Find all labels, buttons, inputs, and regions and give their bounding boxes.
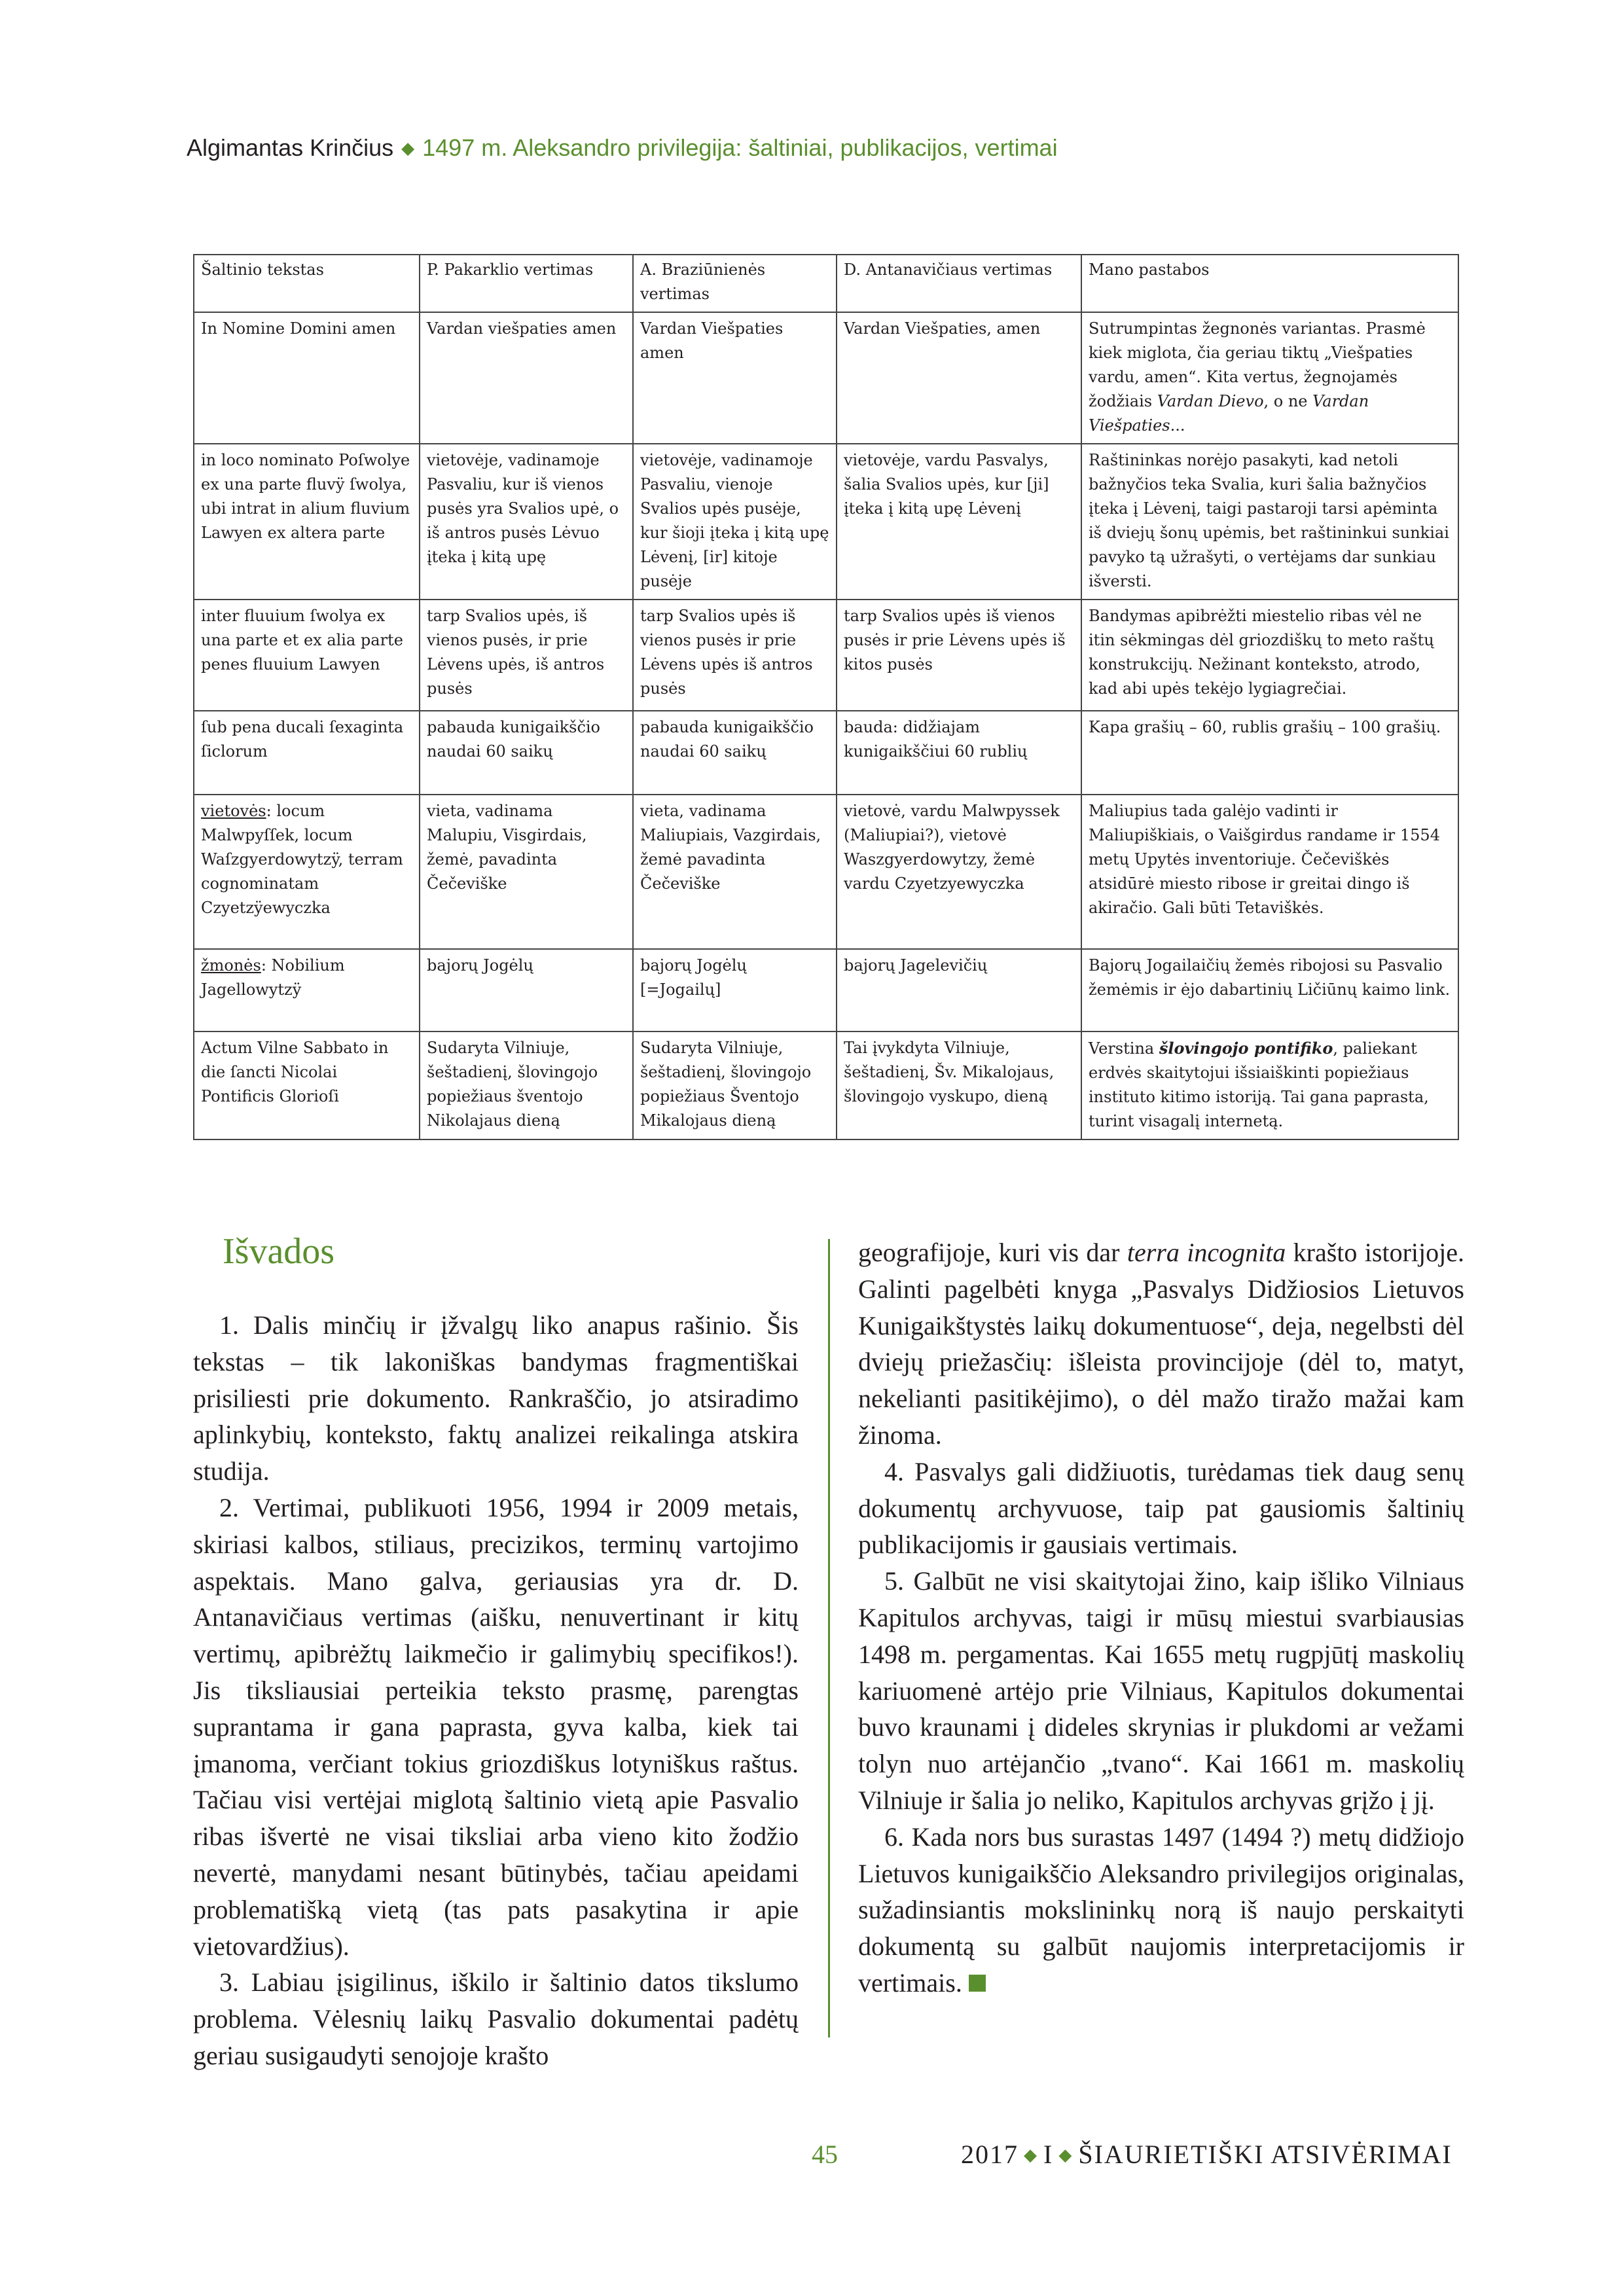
notes-text: , paliekant erdvės skaitytojui išsiaiškinti popiežiaus instituto kitimo istoriją. Tai gana paprasta, turint visagalį internetą. [1089, 1039, 1429, 1130]
paragraph-text: 6. Kada nors bus surastas 1497 (1494 ?) metų didžiojo Lietuvos kunigaikščio Aleksandro privilegijos originalas, sužadinsiantis mokslininkų norą iš naujo perskaityti dokumentą su galbūt naujomis interpretacijomis ir vertimais. [858, 1821, 1464, 1998]
paragraph-continued [858, 1234, 1464, 1454]
braziuniene-cell: Sudaryta Vilniuje, šeštadienį, šlovingojo popiežiaus Šventojo Mikalojaus dieną [633, 1031, 837, 1139]
paragraph: 2. Vertimai, publikuoti 1956, 1994 ir 2009 metais, skiriasi kalbos, stiliaus, precizikos, terminų vartojimo aspektais. Mano galva, geriausias yra dr. D. Antanavičiaus vertimas (aišku, nenuvertinant ir kitų vertimų, apibrėžtų laikmečio ir galimybių specifikos!). Jis tiksliausiai perteikia teksto prasmę, parengtas suprantama ir gana paprasta, gyva kalba, kiek tai įmanoma, verčiant tokius griozdiškus lotyniškus raštus. Tačiau visi vertėjai miglotą šaltinio vietą apie Pasvalio ribas išvertė ne visai tiksliai arba vieno kito žodžio nevertė, manydami nesant būtinybės, tačiau apeidami problematišką vietą (tas pats pasakytina ir apie vietovardžius). [193, 1492, 799, 1961]
paragraph [858, 1819, 1464, 2001]
notes-cell [1081, 1031, 1458, 1139]
braziuniene-cell: tarp Svalios upės iš vienos pusės ir prie Lėvens upės iš antros pusės [633, 600, 837, 711]
source-text-cell: inter fluuium ſwolya ex una parte et ex alia parte penes fluuium Lawyen [194, 600, 420, 711]
notes-bold-italic: šlovingojo pontifiko [1159, 1039, 1333, 1058]
table-row [194, 949, 1458, 1031]
pakarklis-cell: Vardan viešpaties amen [420, 312, 633, 444]
page-number: 45 [812, 2140, 838, 2169]
antanavicius-cell: vietovėje, vardu Pasvalys, šalia Svalios upės, kur [ji] įteka į kitą upę Lėvenį [837, 444, 1081, 600]
paragraph-text: geografijoje, kuri vis dar [858, 1238, 1127, 1267]
notes-italic: Vardan Dievo [1157, 392, 1264, 410]
braziuniene-cell: vieta, vadinama Maliupiais, Vazgirdais, žemė pavadinta Čečeviške [633, 795, 837, 949]
notes-cell: Raštininkas norėjo pasakyti, kad netoli bažnyčios teka Svalia, kuri šalia bažnyčios įteka į Lėvenį, taigi pastaroji tarsi apėminta iš dviejų šonų upėmis, bet raštininkui sunkiai pavyko tą užrašyti, o vertėjams dar sunkiau išversti. [1081, 444, 1458, 600]
table-header-row [194, 255, 1458, 312]
notes-italic: Vardan Viešpaties [1089, 392, 1369, 435]
footer-journal-name: ŠIAURIETIŠKI ATSIVĖRIMAI [1078, 2140, 1453, 2169]
notes-text: Sutrumpintas žegnonės variantas. Prasmė kiek miglota, čia geriau tiktų „Viešpaties vardu, amen“. Kita vertus, žegnojamės žodžiais [1089, 319, 1426, 410]
antanavicius-cell: Tai įvykdyta Vilniuje, šeštadienį, Šv. Mikalojaus, šlovingojo vyskupo, dieną [837, 1031, 1081, 1139]
braziuniene-cell: bajorų Jogėlų [=Jogailų] [633, 949, 837, 1031]
table-row [194, 312, 1458, 444]
notes-cell: Bandymas apibrėžti miestelio ribas vėl ne itin sėkmingas dėl griozdiškų to meto raštų konstrukcijų. Nežinant konteksto, atrodo, kad abi upės tekėjo lygiagrečiai. [1081, 600, 1458, 711]
pakarklis-cell: vieta, vadinama Malupiu, Visgirdais, žemė, pavadinta Čečeviške [420, 795, 633, 949]
body-column-left [193, 1307, 799, 2074]
source-text-cell [194, 949, 420, 1031]
footer-issue: I [1043, 2140, 1054, 2169]
diamond-icon: ◆ [1024, 2145, 1038, 2164]
source-label: žmonės [201, 956, 261, 975]
pakarklis-cell: vietovėje, vadinamoje Pasvaliu, kur iš vienos pusės yra Svalios upė, o iš antros pusės Lėvuo įteka į kitą upę [420, 444, 633, 600]
pakarklis-cell: tarp Svalios upės, iš vienos pusės, ir prie Lėvens upės, iš antros pusės [420, 600, 633, 711]
table-row [194, 711, 1458, 795]
paragraph-text: krašto istorijoje. Galinti pagelbėti knyga „Pasvalys Didžiosios Lietuvos Kunigaikštystės laikų dokumentuose“, deja, negelbsti dėl dviejų priežasčių: išleista provincijoje (dėl to, matyt, nekelianti pasitikėjimo), o dėl mažo tiražo mažai kam žinoma. [858, 1238, 1464, 1450]
column-header: Mano pastabos [1081, 255, 1458, 312]
running-head-title: 1497 m. Aleksandro privilegija: šaltiniai, publikacijos, vertimai [422, 134, 1058, 161]
braziuniene-cell: vietovėje, vadinamoje Pasvaliu, vienoje Svalios upės pusėje, kur šioji įteka į kitą upę Lėvenį, [ir] kitoje pusėje [633, 444, 837, 600]
antanavicius-cell: Vardan Viešpaties, amen [837, 312, 1081, 444]
source-text-cell [194, 795, 420, 949]
source-text: : Nobilium Jagellowytzÿ [201, 956, 345, 999]
footer-year: 2017 [961, 2140, 1019, 2169]
paragraph: 3. Labiau įsigilinus, iškilo ir šaltinio datos tikslumo problema. Vėlesnių laikų Pasvalio dokumentai padėtų geriau susigaudyti senojoje krašto [193, 1967, 799, 2070]
notes-text: Verstina [1089, 1039, 1159, 1058]
source-text-cell: Actum Vilne Sabbato in die ſancti Nicolai Pontificis Glorioſi [194, 1031, 420, 1139]
source-text: : locum Malwpyſſek, locum Waſzgyerdowytzÿ, terram cognominatam Czyetzÿewyczka [201, 802, 403, 917]
paragraph: 5. Galbūt ne visi skaitytojai žino, kaip išliko Vilniaus Kapitulos archyvas, taigi ir mūsų miestui svarbiausias 1498 m. pergamentas. Kai 1655 metų rugpjūtį maskolių kariuomenė artėjo prie Vilniaus, Kapitulos dokumentai buvo kraunami į dideles skrynias ir plukdomi ar vežami tolyn nuo artėjančio „tvano“. Kai 1661 m. maskolių Vilniuje ir šalia jo neliko, Kapitulos archyvas grįžo į jį. [858, 1566, 1464, 1815]
notes-cell: Maliupius tada galėjo vadinti ir Maliupiškiais, o Vaišgirdus randame ir 1554 metų Upytės inventoriuje. Čečeviškės atsidūrė miesto ribose ir greitai dingo iš akiračio. Gali būti Tetaviškės. [1081, 795, 1458, 949]
source-text-cell: In Nomine Domini amen [194, 312, 420, 444]
body-column-right [858, 1234, 1464, 2001]
notes-cell [1081, 312, 1458, 444]
running-head-author: Algimantas Krinčius [187, 134, 394, 161]
antanavicius-cell: vietovė, vardu Malwpyssek (Maliupiai?), vietovė Waszgyerdowytzy, žemė vardu Czyetzyewyczka [837, 795, 1081, 949]
table-row [194, 444, 1458, 600]
pakarklis-cell: Sudaryta Vilniuje, šeštadienį, šlovingojo popiežiaus šventojo Nikolajaus dieną [420, 1031, 633, 1139]
notes-cell: Bajorų Jogailaičių žemės ribojosi su Pasvalio žemėmis ir ėjo dabartinių Ličiūnų kaimo link. [1081, 949, 1458, 1031]
antanavicius-cell: bauda: didžiajam kunigaikščiui 60 rublių [837, 711, 1081, 795]
antanavicius-cell: bajorų Jagelevičių [837, 949, 1081, 1031]
antanavicius-cell: tarp Svalios upės iš vienos pusės ir prie Lėvens upės iš kitos pusės [837, 600, 1081, 711]
table-row [194, 600, 1458, 711]
paragraph-italic: terra incognita [1127, 1238, 1286, 1267]
column-header: Šaltinio tekstas [194, 255, 420, 312]
source-label: vietovės [201, 802, 266, 820]
source-text-cell: in loco nominato Poſwolye ex una parte fluvÿ ſwolya, ubi intrat in alium fluvium Lawyen ex altera parte [194, 444, 420, 600]
diamond-icon: ◆ [401, 138, 415, 158]
column-header: D. Antanavičiaus vertimas [837, 255, 1081, 312]
pakarklis-cell: bajorų Jogėlų [420, 949, 633, 1031]
table-row [194, 1031, 1458, 1139]
column-rule [828, 1239, 830, 2037]
table-row [194, 795, 1458, 949]
diamond-icon: ◆ [1058, 2145, 1074, 2164]
paragraph: 1. Dalis minčių ir įžvalgų liko anapus rašinio. Šis tekstas – tik lakoniškas bandymas fragmentiškai prisiliesti prie dokumento. Rankraščio, jo atsiradimo aplinkybių, konteksto, faktų analizei reikalinga atskira studija. [193, 1310, 799, 1486]
column-header: P. Pakarklio vertimas [420, 255, 633, 312]
notes-cell: Kapa grašių – 60, rublis grašių – 100 grašių. [1081, 711, 1458, 795]
braziuniene-cell: Vardan Viešpaties amen [633, 312, 837, 444]
section-title: Išvados [223, 1231, 335, 1272]
journal-footer [961, 2139, 1453, 2170]
braziuniene-cell: pabauda kunigaikščio naudai 60 saikų [633, 711, 837, 795]
source-text-cell: ſub pena ducali ſexaginta ſiclorum [194, 711, 420, 795]
column-header: A. Braziūnienės vertimas [633, 255, 837, 312]
pakarklis-cell: pabauda kunigaikščio naudai 60 saikų [420, 711, 633, 795]
paragraph: 4. Pasvalys gali didžiuotis, turėdamas tiek daug senų dokumentų archyvuose, taip pat gausiomis šaltinių publikacijomis ir gausiais vertimais. [858, 1456, 1464, 1560]
running-head [187, 134, 1058, 162]
end-square-icon [969, 1975, 986, 1992]
translation-comparison-table [193, 254, 1459, 1140]
notes-text: ... [1170, 416, 1185, 435]
notes-text: , o ne [1263, 392, 1313, 410]
